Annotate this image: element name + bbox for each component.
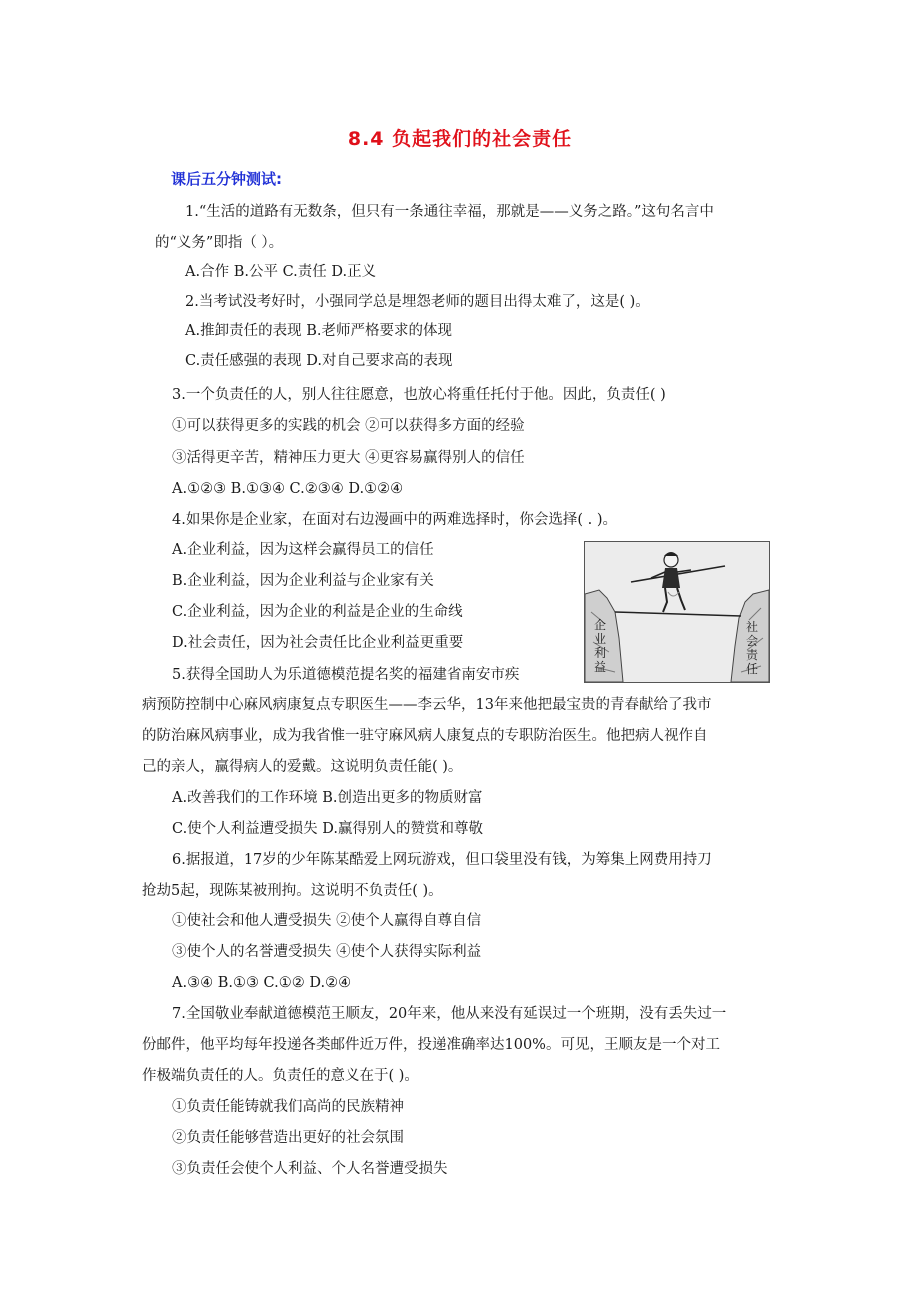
q6-line-2: 抢劫5起，现陈某被刑拘。这说明不负责任( )。 [142,883,443,899]
cartoon-label-right: 社会责任 [745,620,758,676]
q2-options-cd: C.责任感强的表现 D.对自己要求高的表现 [185,353,453,369]
q7-statements-3: ③负责任会使个人利益、个人名誉遭受损失 [172,1161,448,1177]
q6-statements-2: ③使个人的名誉遭受损失 ④使个人获得实际利益 [172,944,482,960]
q4-line-1: 4.如果你是企业家，在面对右边漫画中的两难选择时，你会选择( . )。 [172,512,617,528]
q4-option-d: D.社会责任，因为社会责任比企业利益更重要 [172,635,464,651]
q7-line-2: 份邮件，他平均每年投递各类邮件近万件，投递准确率达100%。可见，王顺友是一个对工 [142,1037,720,1053]
q6-line-1: 6.据报道，17岁的少年陈某酷爱上网玩游戏，但口袋里没有钱，为筹集上网费用持刀 [172,852,712,868]
q1-line-1: 1.“生活的道路有无数条，但只有一条通往幸福，那就是——义务之路。”这句名言中 [185,204,714,220]
page-title: 8.4 负起我们的社会责任 [347,128,573,150]
cartoon-label-left: 企业利益 [593,618,606,674]
q7-statements-2: ②负责任能够营造出更好的社会氛围 [172,1130,404,1146]
q3-line-1: 3.一个负责任的人，别人往往愿意，也放心将重任托付于他。因此，负责任( ) [172,387,666,403]
q1-line-2: 的“义务”即指（ ）。 [155,235,284,251]
q6-options: A.③④ B.①③ C.①② D.②④ [172,975,352,991]
q5-options-cd: C.使个人利益遭受损失 D.赢得别人的赞赏和尊敬 [172,821,484,837]
q5-options-ab: A.改善我们的工作环境 B.创造出更多的物质财富 [172,790,483,806]
tightrope-cartoon [584,541,770,683]
q3-statements-1: ①可以获得更多的实践的机会 ②可以获得多方面的经验 [172,418,525,434]
q5-line-2: 病预防控制中心麻风病康复点专职医生——李云华，13年来他把最宝贵的青春献给了我市 [142,697,712,713]
q5-line-4: 己的亲人，赢得病人的爱戴。这说明负责任能( )。 [142,759,463,775]
q6-statements-1: ①使社会和他人遭受损失 ②使个人赢得自尊自信 [172,913,482,929]
cartoon-drawing [585,542,769,682]
q7-statements-1: ①负责任能铸就我们高尚的民族精神 [172,1099,404,1115]
q7-line-1: 7.全国敬业奉献道德模范王顺友，20年来，他从来没有延误过一个班期，没有丢失过一 [172,1006,727,1022]
q3-options: A.①②③ B.①③④ C.②③④ D.①②④ [172,481,404,497]
q2-options-ab: A.推卸责任的表现 B.老师严格要求的体现 [185,323,452,339]
q4-option-c: C.企业利益，因为企业的利益是企业的生命线 [172,604,463,620]
section-subtitle: 课后五分钟测试: [171,170,282,188]
q1-options: A.合作 B.公平 C.责任 D.正义 [185,264,377,280]
q3-statements-2: ③活得更辛苦，精神压力更大 ④更容易赢得别人的信任 [172,450,525,466]
q2-line-1: 2.当考试没考好时，小强同学总是埋怨老师的题目出得太难了，这是( )。 [185,294,650,310]
q4-option-b: B.企业利益，因为企业利益与企业家有关 [172,573,434,589]
q5-line-3: 的防治麻风病事业，成为我省惟一驻守麻风病人康复点的专职防治医生。他把病人视作自 [142,728,708,744]
q5-line-1: 5.获得全国助人为乐道德模范提名奖的福建省南安市疾 [172,667,520,683]
q7-line-3: 作极端负责任的人。负责任的意义在于( )。 [142,1068,419,1084]
q4-option-a: A.企业利益，因为这样会赢得员工的信任 [172,542,434,558]
